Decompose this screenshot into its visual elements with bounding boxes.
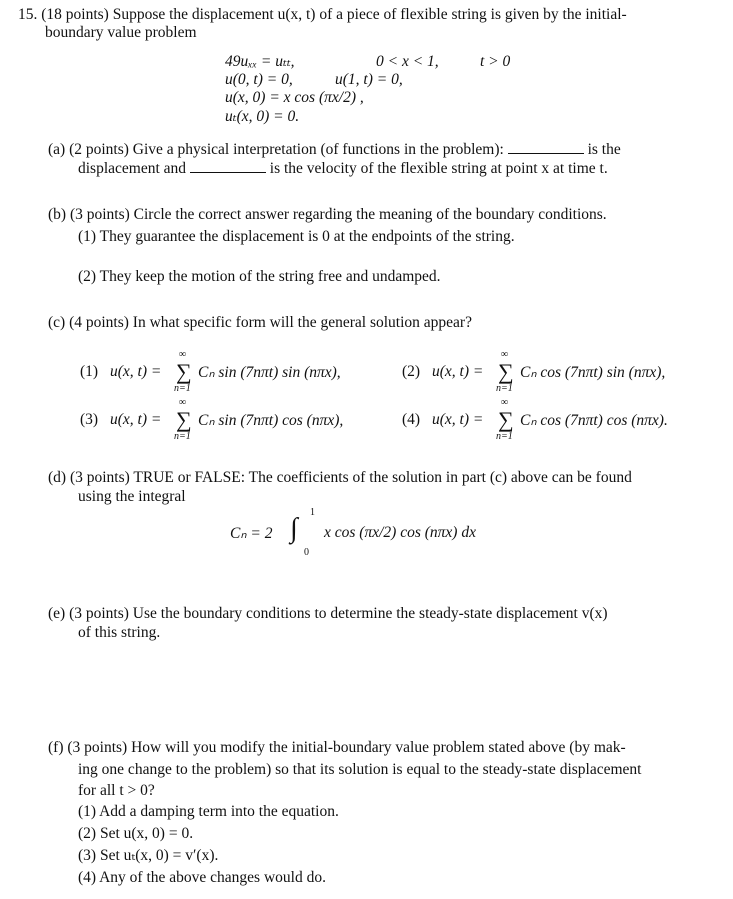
initial-displacement: u(x, 0) = x cos (πx/2) , bbox=[225, 89, 364, 106]
pde-equation: 49uₓₓ = uₜₜ, bbox=[225, 53, 295, 70]
problem-intro-line-2: boundary value problem bbox=[45, 24, 197, 41]
option-number: (3) bbox=[80, 411, 99, 428]
part-c-option-2[interactable] bbox=[402, 350, 722, 394]
option-lhs: u(x, t) = bbox=[110, 411, 162, 428]
part-e-line-1: (e) (3 points) Use the boundary conditions to determine the steady-state displacement v(x) bbox=[48, 605, 608, 622]
initial-velocity: uₜ(x, 0) = 0. bbox=[225, 108, 300, 125]
option-rhs: Cₙ sin (7nπt) cos (nπx), bbox=[198, 412, 344, 429]
part-f-option-2[interactable]: (2) Set u(x, 0) = 0. bbox=[78, 825, 194, 842]
sum-upper: ∞ bbox=[501, 397, 509, 408]
part-a-line-2-end: is the velocity of the flexible string at point x at time t. bbox=[269, 160, 608, 177]
part-f-option-1[interactable]: (1) Add a damping term into the equation. bbox=[78, 803, 339, 820]
coefficient-integral bbox=[230, 508, 570, 560]
part-d-line-2: using the integral bbox=[78, 488, 186, 505]
part-b-question: (b) (3 points) Circle the correct answer regarding the meaning of the boundary conditions. bbox=[48, 206, 607, 223]
part-a-line-2-start: displacement and bbox=[78, 160, 187, 177]
sum-lower: n=1 bbox=[174, 431, 191, 442]
answer-blank-1[interactable] bbox=[508, 141, 584, 154]
option-lhs: u(x, t) = bbox=[432, 411, 484, 428]
option-number: (4) bbox=[402, 411, 421, 428]
part-f-line-1: (f) (3 points) How will you modify the initial-boundary value problem stated above (by mak- bbox=[48, 739, 626, 756]
option-rhs: Cₙ sin (7nπt) sin (nπx), bbox=[198, 364, 341, 381]
option-lhs: u(x, t) = bbox=[110, 363, 162, 380]
part-a-line-1 bbox=[48, 141, 621, 159]
sum-upper: ∞ bbox=[501, 349, 509, 360]
summation-icon: ∑ bbox=[498, 359, 514, 384]
option-rhs: Cₙ cos (7nπt) cos (nπx). bbox=[520, 412, 668, 429]
part-f-line-3: for all t > 0? bbox=[78, 782, 155, 799]
sum-lower: n=1 bbox=[174, 383, 191, 394]
part-c-option-1[interactable] bbox=[80, 350, 392, 394]
summation-icon: ∑ bbox=[176, 407, 192, 432]
part-c-option-4[interactable] bbox=[402, 398, 722, 442]
boundary-condition-right: u(1, t) = 0, bbox=[335, 71, 403, 88]
summation-icon: ∑ bbox=[176, 359, 192, 384]
part-a-line-2 bbox=[78, 160, 608, 178]
option-lhs: u(x, t) = bbox=[432, 363, 484, 380]
part-f-option-4[interactable]: (4) Any of the above changes would do. bbox=[78, 869, 326, 886]
part-f-option-3[interactable]: (3) Set uₜ(x, 0) = v′(x). bbox=[78, 847, 219, 864]
part-f-line-2: ing one change to the problem) so that its solution is equal to the steady-state displacement bbox=[78, 761, 642, 778]
boundary-condition-left: u(0, t) = 0, bbox=[225, 71, 293, 88]
integral-lower: 0 bbox=[304, 547, 309, 558]
domain-x: 0 < x < 1, bbox=[376, 53, 439, 70]
part-e-line-2: of this string. bbox=[78, 624, 161, 641]
integrand: x cos (πx/2) cos (nπx) dx bbox=[324, 524, 476, 541]
part-c-question: (c) (4 points) In what specific form will the general solution appear? bbox=[48, 314, 472, 331]
part-b-option-1[interactable]: (1) They guarantee the displacement is 0 at the endpoints of the string. bbox=[78, 228, 515, 245]
part-d-line-1: (d) (3 points) TRUE or FALSE: The coefficients of the solution in part (c) above can be found bbox=[48, 469, 632, 486]
part-c-option-3[interactable] bbox=[80, 398, 392, 442]
domain-t: t > 0 bbox=[480, 53, 511, 70]
sum-lower: n=1 bbox=[496, 431, 513, 442]
sum-upper: ∞ bbox=[179, 349, 187, 360]
part-a-line-1-end: is the bbox=[587, 141, 621, 158]
answer-blank-2[interactable] bbox=[190, 160, 266, 173]
integral-upper: 1 bbox=[310, 507, 315, 518]
part-a-question: (a) (2 points) Give a physical interpretation (of functions in the problem): bbox=[48, 141, 504, 158]
sum-lower: n=1 bbox=[496, 383, 513, 394]
option-rhs: Cₙ cos (7nπt) sin (nπx), bbox=[520, 364, 666, 381]
problem-intro-line-1: 15. (18 points) Suppose the displacement u(x, t) of a piece of flexible string is given by the initial- bbox=[18, 6, 627, 23]
integral-lhs: Cₙ = 2 bbox=[230, 525, 273, 542]
option-number: (2) bbox=[402, 363, 421, 380]
sum-upper: ∞ bbox=[179, 397, 187, 408]
option-number: (1) bbox=[80, 363, 99, 380]
part-b-option-2[interactable]: (2) They keep the motion of the string free and undamped. bbox=[78, 268, 441, 285]
integral-sign-icon: ∫ bbox=[290, 513, 298, 544]
summation-icon: ∑ bbox=[498, 407, 514, 432]
